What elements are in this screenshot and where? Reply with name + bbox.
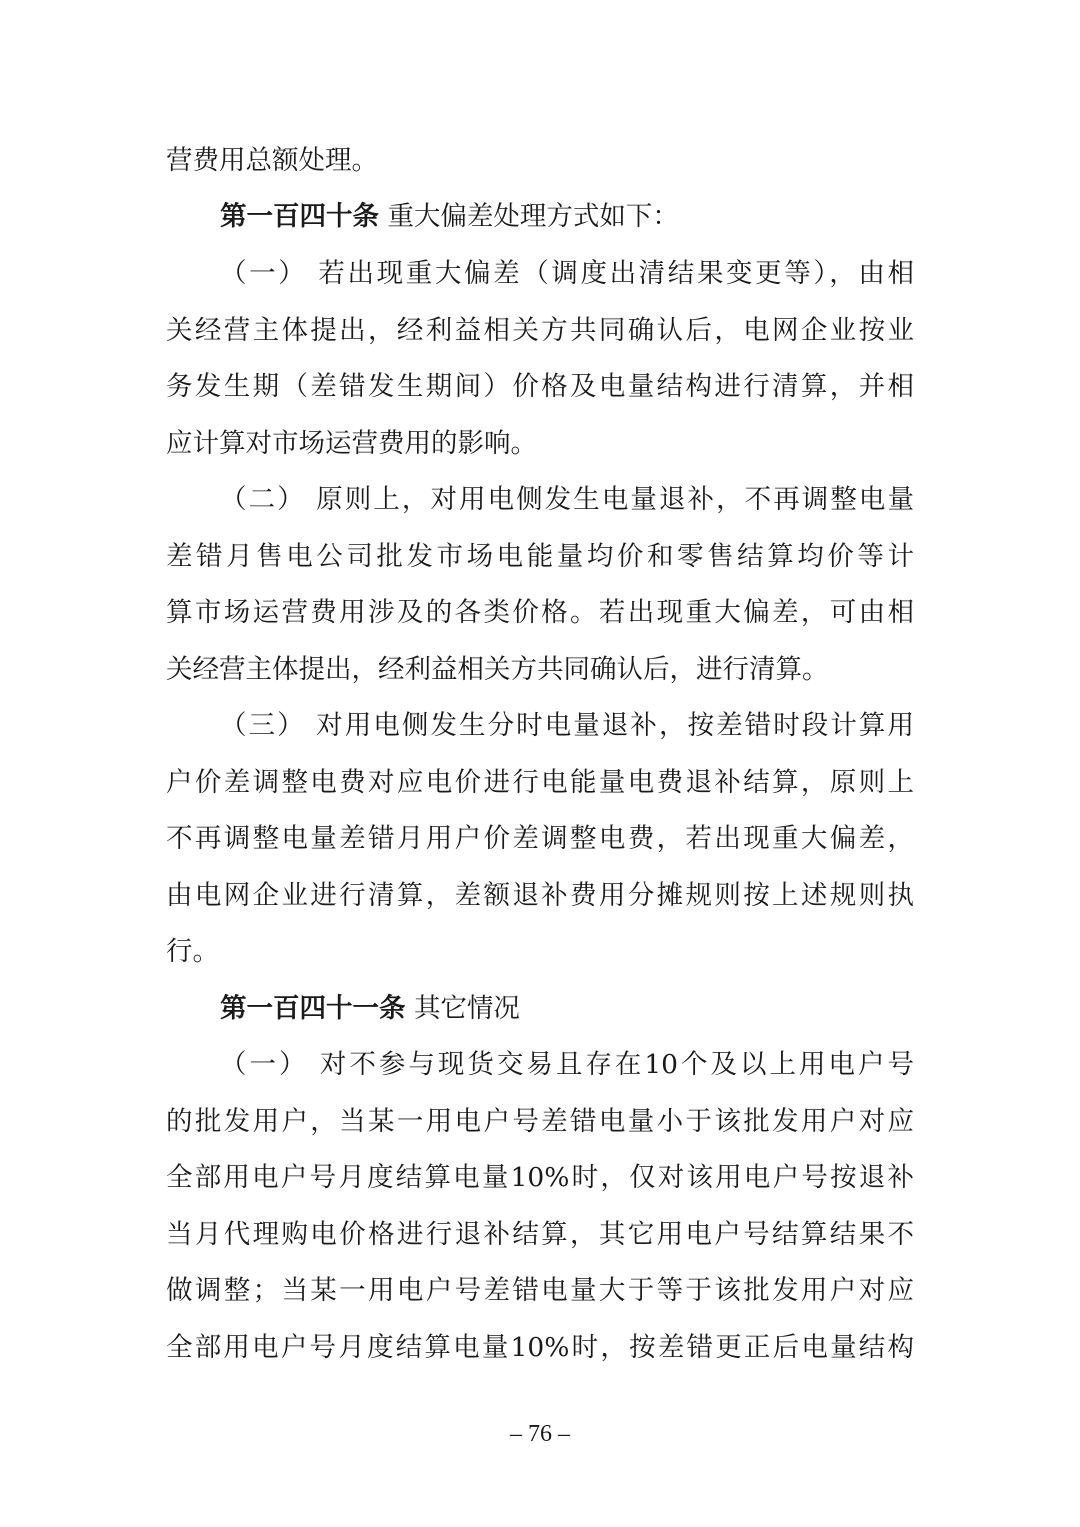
paragraph-line: 算市场运营费用涉及的各类价格。若出现重大偏差，可由相 <box>166 597 914 628</box>
article-140-title: 重大偏差处理方式如下： <box>387 201 679 232</box>
paragraph-line: （一） 若出现重大偏差（调度出清结果变更等），由相 <box>220 258 914 289</box>
paragraph-line: 营费用总额处理。 <box>166 145 378 176</box>
paragraph-line: 由电网企业进行清算，差额退补费用分摊规则按上述规则执 <box>166 880 914 911</box>
paragraph-line: 当月代理购电价格进行退补结算，其它用电户号结算结果不 <box>166 1219 914 1250</box>
article-141-number: 第一百四十一条 <box>220 993 406 1024</box>
paragraph-line: 差错月售电公司批发市场电能量均价和零售结算均价等计 <box>166 541 914 572</box>
paragraph-line: 不再调整电量差错月用户价差调整电费，若出现重大偏差， <box>166 823 914 854</box>
paragraph-line: 关经营主体提出，经利益相关方共同确认后，电网企业按业 <box>166 315 914 346</box>
paragraph-line: 全部用电户号月度结算电量10%时，按差错更正后电量结构 <box>166 1332 914 1363</box>
page-number: – 76 – <box>510 1421 570 1447</box>
paragraph-line: （一） 对不参与现货交易且存在10个及以上用电户号 <box>220 1049 914 1080</box>
paragraph-line: （三） 对用电侧发生分时电量退补，按差错时段计算用 <box>220 710 914 741</box>
paragraph-line: 户价差调整电费对应电价进行电能量电费退补结算，原则上 <box>166 767 914 798</box>
paragraph-line: 应计算对市场运营费用的影响。 <box>166 428 537 459</box>
article-141-heading <box>220 989 914 1029</box>
paragraph-line: 做调整；当某一用电户号差错电量大于等于该批发用户对应 <box>166 1275 914 1306</box>
article-141-title: 其它情况 <box>413 993 520 1024</box>
paragraph-line: 关经营主体提出，经利益相关方共同确认后，进行清算。 <box>166 654 829 685</box>
paragraph-line: 行。 <box>166 936 219 967</box>
article-140-heading <box>220 197 914 237</box>
paragraph-line: 全部用电户号月度结算电量10%时，仅对该用电户号按退补 <box>166 1162 914 1193</box>
paragraph-line: （二） 原则上，对用电侧发生电量退补，不再调整电量 <box>220 484 914 515</box>
article-140-number: 第一百四十条 <box>220 201 379 232</box>
paragraph-line: 务发生期（差错发生期间）价格及电量结构进行清算，并相 <box>166 371 914 402</box>
paragraph-line: 的批发用户，当某一用电户号差错电量小于该批发用户对应 <box>166 1106 914 1137</box>
